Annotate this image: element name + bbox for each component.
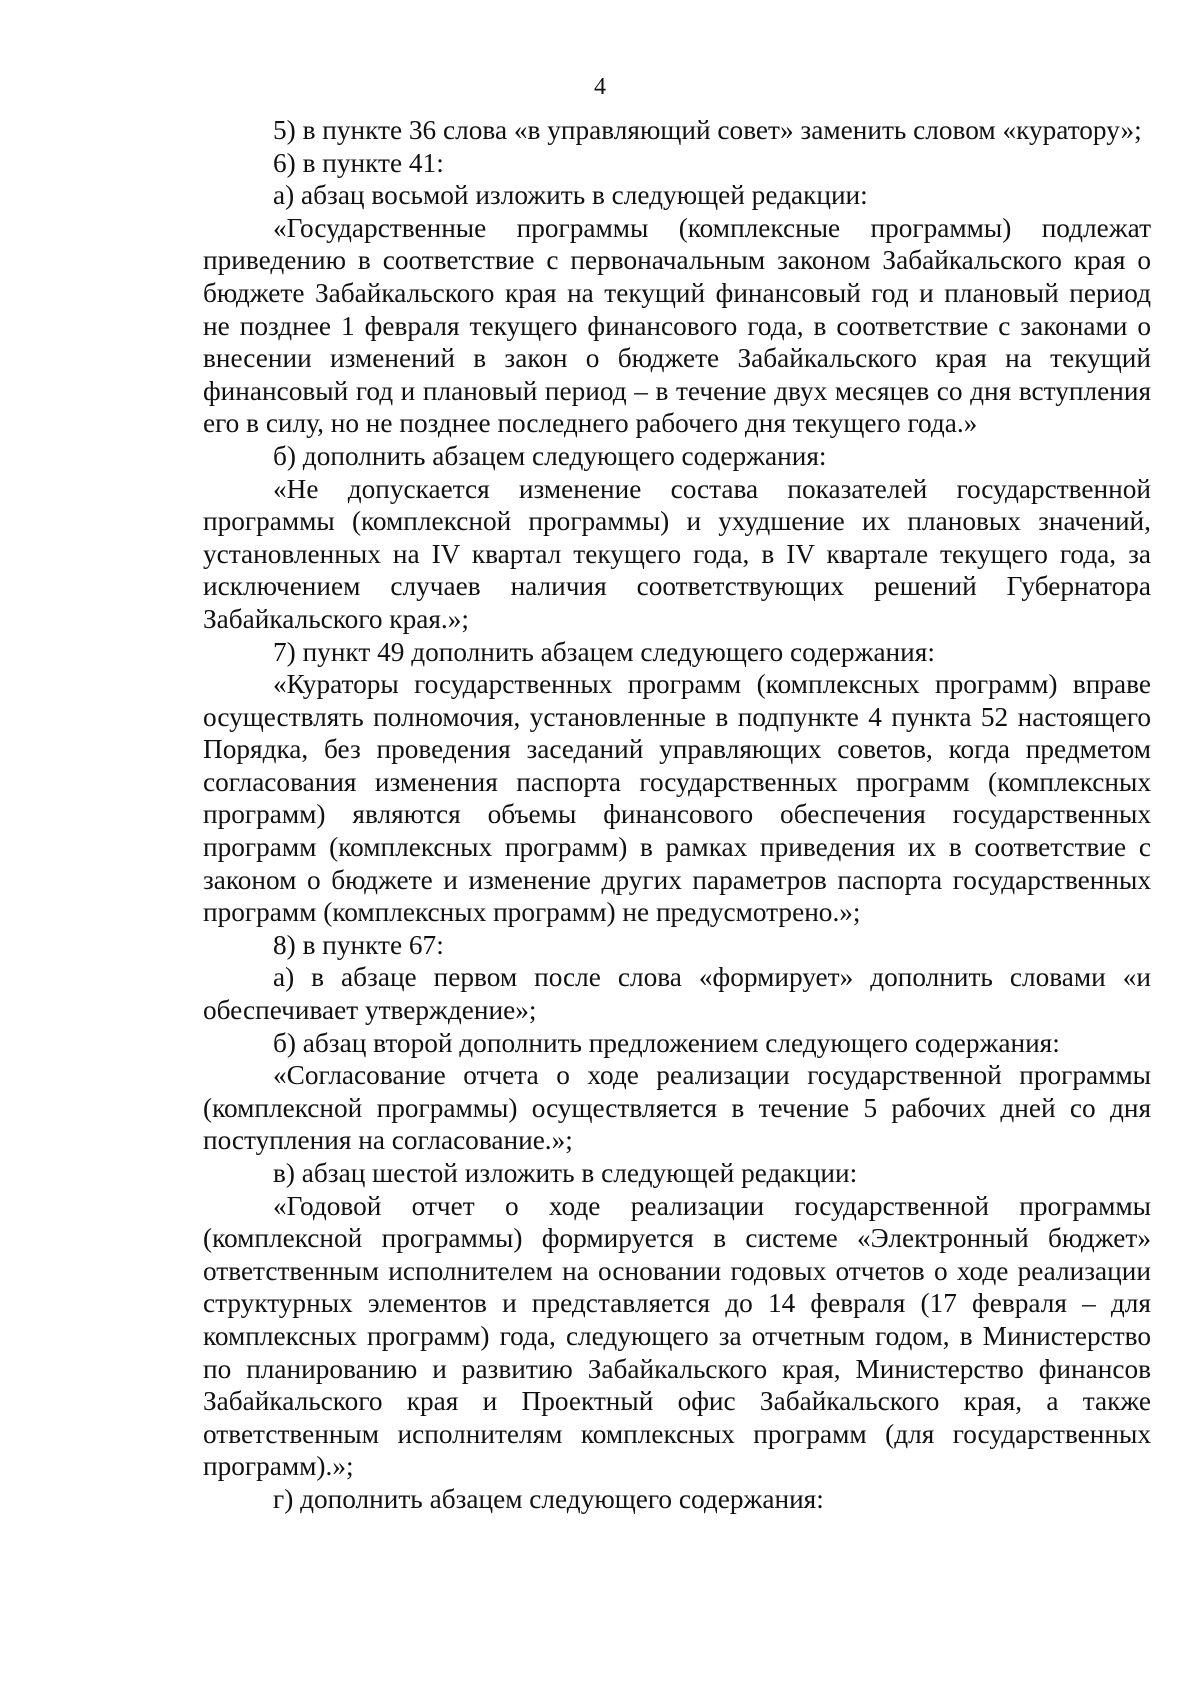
paragraph-subitem-8a: а) в абзаце первом после слова «формирует» дополнить словами «и обеспечивает утверждение»; [203,962,1151,1026]
page-number: 4 [594,74,606,100]
paragraph-subitem-8b: б) абзац второй дополнить предложением следующего содержания: [273,1027,1060,1058]
paragraph-quote-6a: «Государственные программы (комплексные программы) подлежат приведению в соответствие с первоначальным законом Забайкальского края о бюджете Забайкальского края на текущий финансовый год и плановый период не позднее 1 февраля текущего финансового года, в соответствие с законами о внесении изменений в закон о бюджете Забайкальского края на текущий финансовый год и плановый период – в течение двух месяцев со дня вступления его в силу, но не позднее последнего рабочего дня текущего года.» [203,212,1151,439]
paragraph-subitem-6b: б) дополнить абзацем следующего содержания: [273,440,827,471]
paragraph-subitem-8v: в) абзац шестой изложить в следующей редакции: [273,1158,858,1188]
paragraph-quote-8b: «Согласование отчета о ходе реализации государственной программы (комплексной программы) осуществляется в течение 5 рабочих дней со дня поступления на согласование.»; [203,1060,1151,1156]
paragraph-subitem-6a: а) абзац восьмой изложить в следующей редакции: [273,180,868,211]
paragraph-subitem-8g: г) дополнить абзацем следующего содержания: [273,1483,824,1514]
paragraph-item-7: 7) пункт 49 дополнить абзацем следующего содержания: [273,636,935,667]
paragraph-item-8: 8) в пункте 67: [273,929,444,960]
paragraph-quote-7: «Кураторы государственных программ (комплексных программ) вправе осуществлять полномочия, установленные в подпункте 4 пункта 52 настоящего Порядка, без проведения заседаний управляющих советов, когда предметом согласования изменения паспорта государственных программ (комплексных программ) являются объемы финансового обеспечения государственных программ (комплексных программ) в рамках приведения их в соответствие с законом о бюджете и изменение других параметров паспорта государственных программ (комплексных программ) не предусмотрено.»; [203,669,1151,928]
paragraph-item-6: 6) в пункте 41: [273,147,444,178]
paragraph-quote-8v: «Годовой отчет о ходе реализации государственной программы (комплексной программы) формируется в системе «Электронный бюджет» ответственным исполнителем на основании годовых отчетов о ходе реализации структурных элементов и представляется до 14 февраля (17 февраля – для комплексных программ) года, следующего за отчетным годом, в Министерство по планированию и развитию Забайкальского края, Министерство финансов Забайкальского края и Проектный офис Забайкальского края, а также ответственным исполнителям комплексных программ (для государственных программ).»; [203,1190,1151,1482]
document-body [203,114,1151,1516]
paragraph-quote-6b: «Не допускается изменение состава показателей государственной программы (комплексной программы) и ухудшение их плановых значений, установленных на IV квартал текущего года, в IV квартале текущего года, за исключением случаев наличия соответствующих решений Губернатора Забайкальского края.»; [203,473,1151,634]
paragraph-item-5: 5) в пункте 36 слова «в управляющий совет» заменить словом «куратору»; [273,115,1142,145]
